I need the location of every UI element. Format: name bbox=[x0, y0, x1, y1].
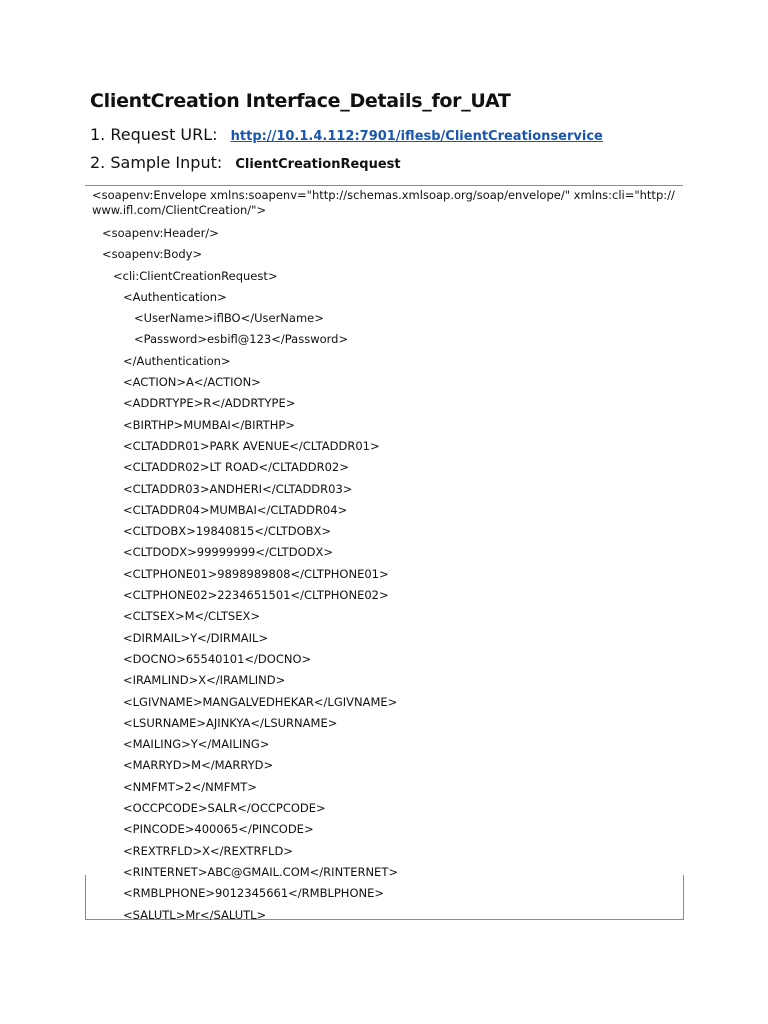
xml-field-line: <NMFMT>2</NMFMT> bbox=[123, 779, 257, 794]
xml-field-line: <MAILING>Y</MAILING> bbox=[123, 737, 270, 752]
xml-body-open: <soapenv:Body> bbox=[102, 247, 203, 262]
xml-field-line: <CLTADDR02>LT ROAD</CLTADDR02> bbox=[123, 460, 349, 475]
xml-field-line: <RMBLPHONE>9012345661</RMBLPHONE> bbox=[123, 886, 385, 901]
xml-field-line: <LSURNAME>AJINKYA</LSURNAME> bbox=[123, 715, 338, 730]
xml-field-line: <BIRTHP>MUMBAI</BIRTHP> bbox=[123, 417, 295, 432]
sample-input-label: 2. Sample Input: bbox=[90, 153, 223, 172]
xml-field-line: <CLTPHONE01>9898989808</CLTPHONE01> bbox=[123, 566, 389, 581]
xml-field-line: <RINTERNET>ABC@GMAIL.COM</RINTERNET> bbox=[123, 864, 398, 879]
xml-field-line: <CLTPHONE02>2234651501</CLTPHONE02> bbox=[123, 588, 389, 603]
xml-field-line: <DOCNO>65540101</DOCNO> bbox=[123, 651, 312, 666]
request-url-link[interactable]: http://10.1.4.112:7901/iflesb/ClientCreationservice bbox=[230, 129, 603, 144]
xml-field-line: <IRAMLIND>X</IRAMLIND> bbox=[123, 673, 286, 688]
xml-code-block bbox=[90, 186, 680, 926]
xml-field-line: <ACTION>A</ACTION> bbox=[123, 375, 261, 390]
xml-field-line: <MARRYD>M</MARRYD> bbox=[123, 758, 274, 773]
xml-request-open: <cli:ClientCreationRequest> bbox=[113, 268, 278, 283]
xml-field-line: <ADDRTYPE>R</ADDRTYPE> bbox=[123, 396, 296, 411]
xml-password: <Password>esbifl@123</Password> bbox=[134, 332, 349, 347]
xml-username: <UserName>iflBO</UserName> bbox=[134, 311, 324, 326]
document-title: ClientCreation Interface_Details_for_UAT bbox=[90, 90, 511, 112]
xml-field-line: <DIRMAIL>Y</DIRMAIL> bbox=[123, 630, 269, 645]
xml-header: <soapenv:Header/> bbox=[102, 226, 219, 240]
xml-field-line: <CLTSEX>M</CLTSEX> bbox=[123, 609, 260, 624]
xml-field-line: <PINCODE>400065</PINCODE> bbox=[123, 822, 314, 837]
request-url-label: 1. Request URL: bbox=[90, 125, 218, 144]
xml-authentication-close: </Authentication> bbox=[123, 353, 231, 368]
xml-field-line: <CLTADDR01>PARK AVENUE</CLTADDR01> bbox=[123, 438, 380, 453]
xml-field-line: <SALUTL>Mr</SALUTL> bbox=[123, 907, 267, 922]
xml-field-line: <REXTRFLD>X</REXTRFLD> bbox=[123, 843, 293, 858]
sample-input-value: ClientCreationRequest bbox=[235, 157, 401, 172]
xml-authentication-open: <Authentication> bbox=[123, 289, 227, 304]
xml-field-line: <OCCPCODE>SALR</OCCPCODE> bbox=[123, 801, 326, 816]
xml-envelope-open: <soapenv:Envelope xmlns:soapenv="http://schemas.xmlsoap.org/soap/envelope/" xmlns:cli="http://www.ifl.com/ClientCreation/"> bbox=[92, 188, 675, 217]
xml-field-line: <LGIVNAME>MANGALVEDHEKAR</LGIVNAME> bbox=[123, 694, 398, 709]
xml-field-line: <CLTADDR04>MUMBAI</CLTADDR04> bbox=[123, 502, 348, 517]
xml-field-line: <CLTADDR03>ANDHERI</CLTADDR03> bbox=[123, 481, 353, 496]
request-url-section bbox=[90, 125, 603, 144]
xml-field-line: <CLTDODX>99999999</CLTDODX> bbox=[123, 545, 333, 560]
sample-input-section bbox=[90, 153, 401, 172]
xml-field-line: <CLTDOBX>19840815</CLTDOBX> bbox=[123, 524, 332, 539]
